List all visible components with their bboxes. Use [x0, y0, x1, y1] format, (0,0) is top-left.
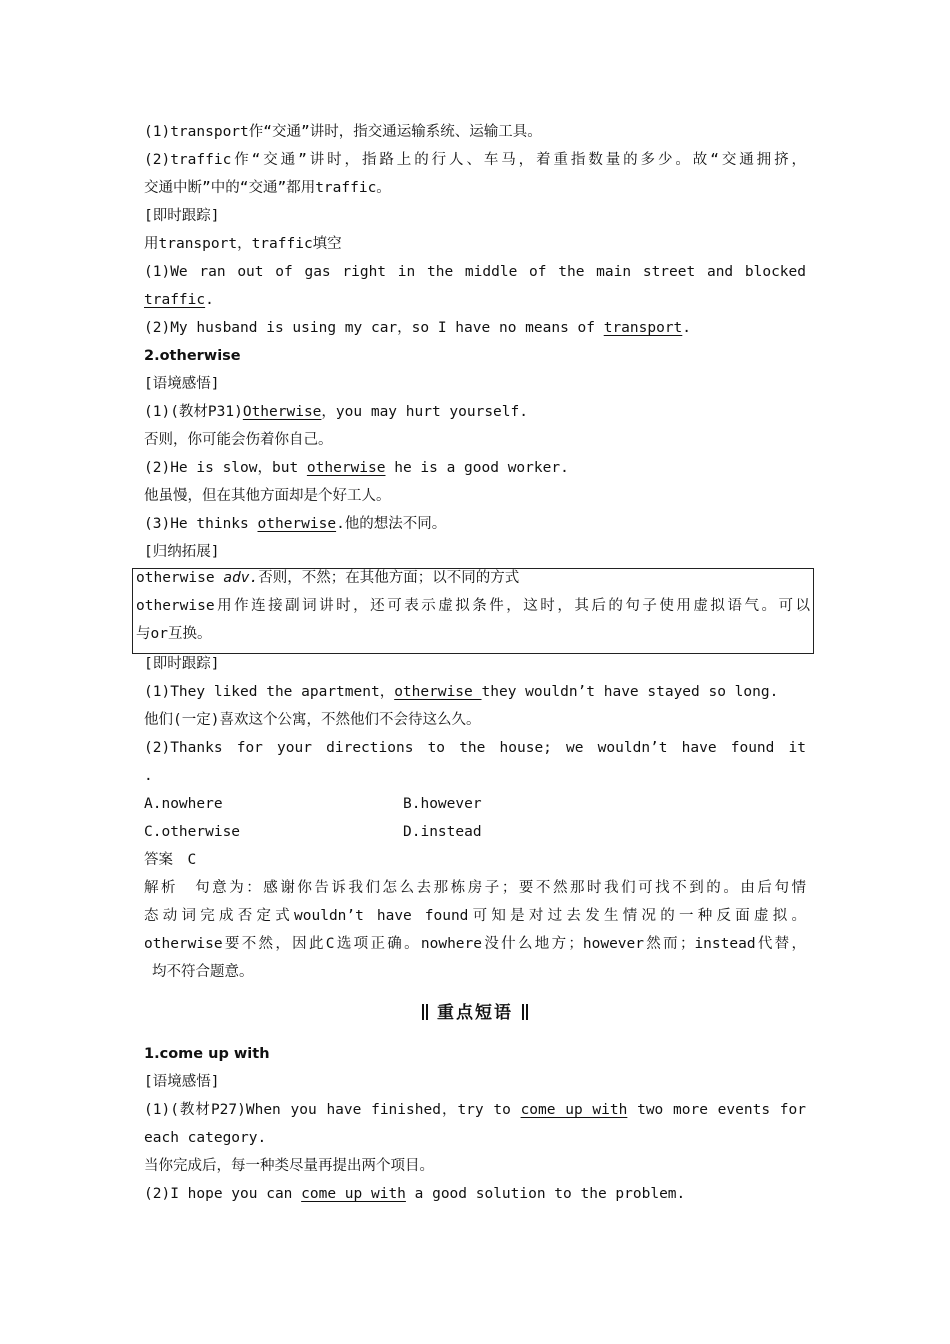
- heading-bar-icon: [422, 1004, 424, 1020]
- answer-line: 答案 C: [144, 852, 197, 868]
- analysis-line-2: 态动词完成否定式wouldn’t have found可知是对过去发生情况的一种反面虚拟。: [144, 908, 806, 924]
- phrase-title-come-up-with: 1.come up with: [144, 1046, 270, 1062]
- fill-instruction: 用transport，traffic填空: [144, 236, 342, 252]
- heading-bar-icon: [522, 1004, 524, 1020]
- transport-note-line: (1)transport作“交通”讲时，指交通运输系统、运输工具。: [144, 124, 542, 140]
- phrase-example-1-translation: 当你完成后，每一种类尽量再提出两个项目。: [144, 1158, 434, 1174]
- phrase-example-2: (2)I hope you can come up with a good solution to the problem.: [144, 1186, 686, 1202]
- exercise-2-line: (2)My husband is using my car，so I have no means of transport.: [144, 320, 692, 336]
- exercise-1-text: (1)We ran out of gas right in the middle of the main street and blocked: [144, 264, 806, 280]
- summary-box: [132, 568, 814, 654]
- example-1: (1)(教材P31)Otherwise，you may hurt yourself.: [144, 404, 528, 420]
- option-b: B.however: [403, 796, 482, 812]
- options-row-1: [144, 790, 806, 818]
- example-1-translation: 否则，你可能会伤着你自己。: [144, 432, 333, 448]
- follow-up-tag-2: [即时跟踪]: [144, 656, 220, 672]
- phrase-example-1-cont: each category.: [144, 1130, 267, 1146]
- exercise-2-answer: transport: [603, 320, 683, 336]
- section-heading: [0, 998, 950, 1028]
- follow-up-tag: [即时跟踪]: [144, 208, 220, 224]
- exercise-1-answer-line: traffic.: [144, 292, 214, 308]
- follow-exercise-1-translation: 他们(一定)喜欢这个公寓，不然他们不会待这么久。: [144, 712, 481, 728]
- context-tag-2: [语境感悟]: [144, 1074, 220, 1090]
- summary-box-usage-cont: 与or互换。: [136, 626, 212, 642]
- analysis-line-4: 均不符合题意。: [152, 964, 254, 980]
- exercise-1-answer: traffic: [144, 292, 206, 308]
- summary-box-definition: otherwise adv.否则，不然；在其他方面；以不同的方式: [136, 570, 520, 586]
- analysis-line-1: 解析 句意为：感谢你告诉我们怎么去那栋房子；要不然那时我们可找不到的。由后句情: [144, 880, 806, 896]
- example-2: (2)He is slow，but otherwise he is a good worker.: [144, 460, 569, 476]
- example-3: (3)He thinks otherwise.他的想法不同。: [144, 516, 447, 532]
- phrase-example-1: (1)(教材P27)When you have finished，try to come up with two more events for: [144, 1102, 806, 1118]
- option-d: D.instead: [403, 824, 482, 840]
- follow-exercise-2: (2)Thanks for your directions to the house; we wouldn’t have found it: [144, 740, 806, 756]
- options-row-2: [144, 818, 806, 846]
- example-2-translation: 他虽慢，但在其他方面却是个好工人。: [144, 488, 391, 504]
- traffic-note-line-cont: 交通中断”中的“交通”都用traffic。: [144, 180, 391, 196]
- follow-exercise-1: (1)They liked the apartment，otherwise they wouldn’t have stayed so long.: [144, 684, 779, 700]
- summary-box-usage: otherwise用作连接副词讲时，还可表示虚拟条件，这时，其后的句子使用虚拟语气。可以: [136, 598, 810, 614]
- analysis-line-3: otherwise要不然，因此C选项正确。nowhere没什么地方；however然而；instead代替，: [144, 936, 806, 952]
- word-title-otherwise: 2.otherwise: [144, 348, 241, 364]
- option-a: A.nowhere: [144, 796, 223, 812]
- context-tag: [语境感悟]: [144, 376, 220, 392]
- section-heading-text: 重点短语: [437, 1003, 513, 1023]
- option-c: C.otherwise: [144, 824, 241, 840]
- traffic-note-line: (2)traffic作“交通”讲时，指路上的行人、车马，着重指数量的多少。故“交通拥挤，: [144, 152, 806, 168]
- follow-exercise-2-end: .: [144, 768, 153, 784]
- summary-tag: [归纳拓展]: [144, 544, 220, 560]
